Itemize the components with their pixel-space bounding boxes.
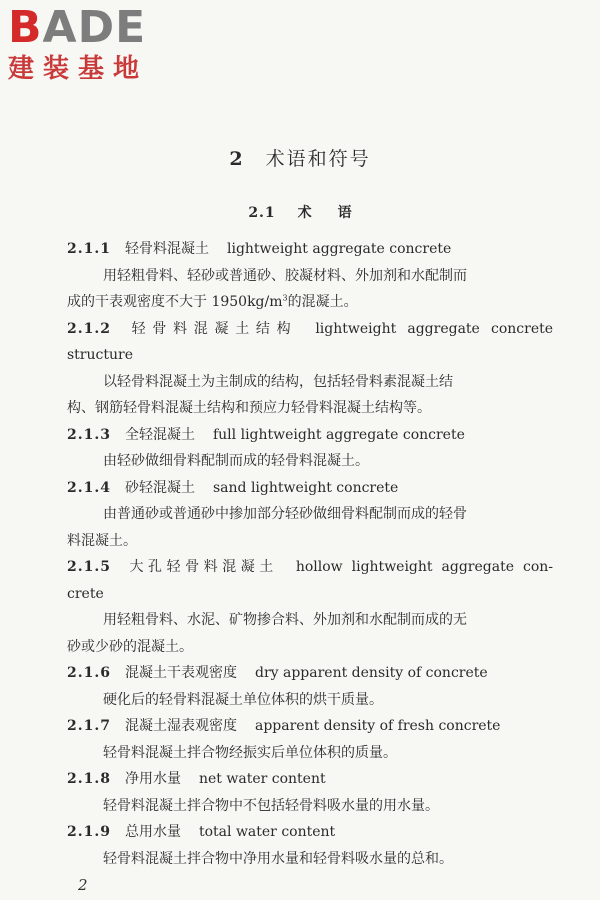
term-number: 2.1.2 [67,320,111,337]
chapter-number: 2 [229,148,244,170]
term-definition-line: 由轻砂做细骨料配制而成的轻骨料混凝土。 [103,453,369,469]
term-english: total water content [198,824,336,840]
term-chinese: 总用水量 [124,824,181,840]
term-chinese: 混凝土湿表观密度 [124,718,237,734]
term-number: 2.1.9 [67,824,111,840]
page-number: 2 [78,876,88,894]
term-definition-line: 轻骨料混凝土拌合物中净用水量和轻骨料吸水量的总和。 [103,850,453,867]
term-entry-2-1-4 [67,475,553,555]
term-chinese: 大孔轻骨料混凝土 [124,559,278,575]
logo-subtitle: 建装基地 [8,54,149,84]
term-number: 2.1.5 [67,559,111,575]
term-english: full lightweight aggregate concrete [212,426,465,443]
term-english: sand lightweight concrete [212,479,399,496]
term-definition-line: 以轻骨料混凝土为主制成的结构，包括轻骨料素混凝土结 [103,373,453,390]
term-number: 2.1.1 [67,241,111,257]
term-heading [67,554,553,581]
term-heading [67,660,553,687]
term-entry-2-1-3 [67,422,553,475]
term-number: 2.1.8 [67,771,111,787]
section-title-char-2: 语 [337,205,352,221]
term-definition-line: 料混凝土。 [67,532,137,549]
term-chinese: 全轻混凝土 [124,426,195,443]
term-number: 2.1.7 [67,718,111,734]
term-heading [67,475,553,502]
bade-logo [8,4,178,86]
term-heading [67,422,553,449]
term-english: dry apparent density of concrete [254,665,488,681]
section-number: 2.1 [248,205,276,221]
term-entry-2-1-2 [67,316,553,422]
term-number: 2.1.3 [67,426,111,443]
term-heading [67,236,553,263]
term-english: lightweight aggregate concrete [315,320,553,337]
chapter-title [0,144,600,171]
term-english: apparent density of fresh concrete [254,718,501,734]
term-chinese: 砂轻混凝土 [124,479,195,496]
term-definition-line: 砂或少砂的混凝土。 [67,638,193,655]
chapter-title-text: 术语和符号 [265,148,371,170]
definition-text: 成的干表观密度不大于 1950kg/m [67,294,283,310]
term-english: lightweight aggregate concrete [226,241,452,257]
terms-list [67,236,553,872]
term-chinese: 净用水量 [124,771,181,787]
superscript-exponent: 3 [282,293,288,303]
term-definition-line: 用轻粗骨料、轻砂或普通砂、胶凝材料、外加剂和水配制而 [103,267,467,284]
term-chinese: 轻骨料混凝土结构 [124,320,298,337]
term-definition-line: 轻骨料混凝土拌合物中不包括轻骨料吸水量的用水量。 [103,797,439,814]
logo-wordmark [8,4,178,52]
term-number: 2.1.4 [67,479,111,496]
term-definition-line: 轻骨料混凝土拌合物经振实后单位体积的质量。 [103,744,397,761]
term-entry-2-1-8 [67,766,553,819]
term-definition-line: 硬化后的轻骨料混凝土单位体积的烘干质量。 [103,691,383,708]
definition-text: 的混凝土。 [287,294,358,310]
term-heading [67,766,553,793]
term-english-continued: crete [67,585,104,602]
logo-accent-letter: B [8,2,43,53]
logo-rest-letters: ADE [42,2,147,53]
term-entry-2-1-9 [67,819,553,872]
term-heading [67,316,553,343]
term-entry-2-1-7 [67,713,553,766]
term-definition-line: 构、钢筋轻骨料混凝土结构和预应力轻骨料混凝土结构等。 [67,400,431,416]
term-heading [67,819,553,846]
term-entry-2-1-5 [67,554,553,660]
term-english-continued: structure [67,347,133,363]
term-definition-line [67,289,553,316]
term-chinese: 混凝土干表观密度 [124,665,237,681]
term-definition-line: 由普通砂或普通砂中掺加部分轻砂做细骨料配制而成的轻骨 [103,506,467,522]
term-heading [67,713,553,740]
term-chinese: 轻骨料混凝土 [124,241,209,257]
term-definition-line: 用轻粗骨料、水泥、矿物掺合料、外加剂和水配制而成的无 [103,612,467,628]
term-english: hollow lightweight aggregate con- [295,559,553,575]
term-number: 2.1.6 [67,665,111,681]
term-entry-2-1-6 [67,660,553,713]
term-english: net water content [198,771,326,787]
section-title [0,202,600,222]
section-title-char-1: 术 [297,205,312,221]
term-entry-2-1-1 [67,236,553,316]
